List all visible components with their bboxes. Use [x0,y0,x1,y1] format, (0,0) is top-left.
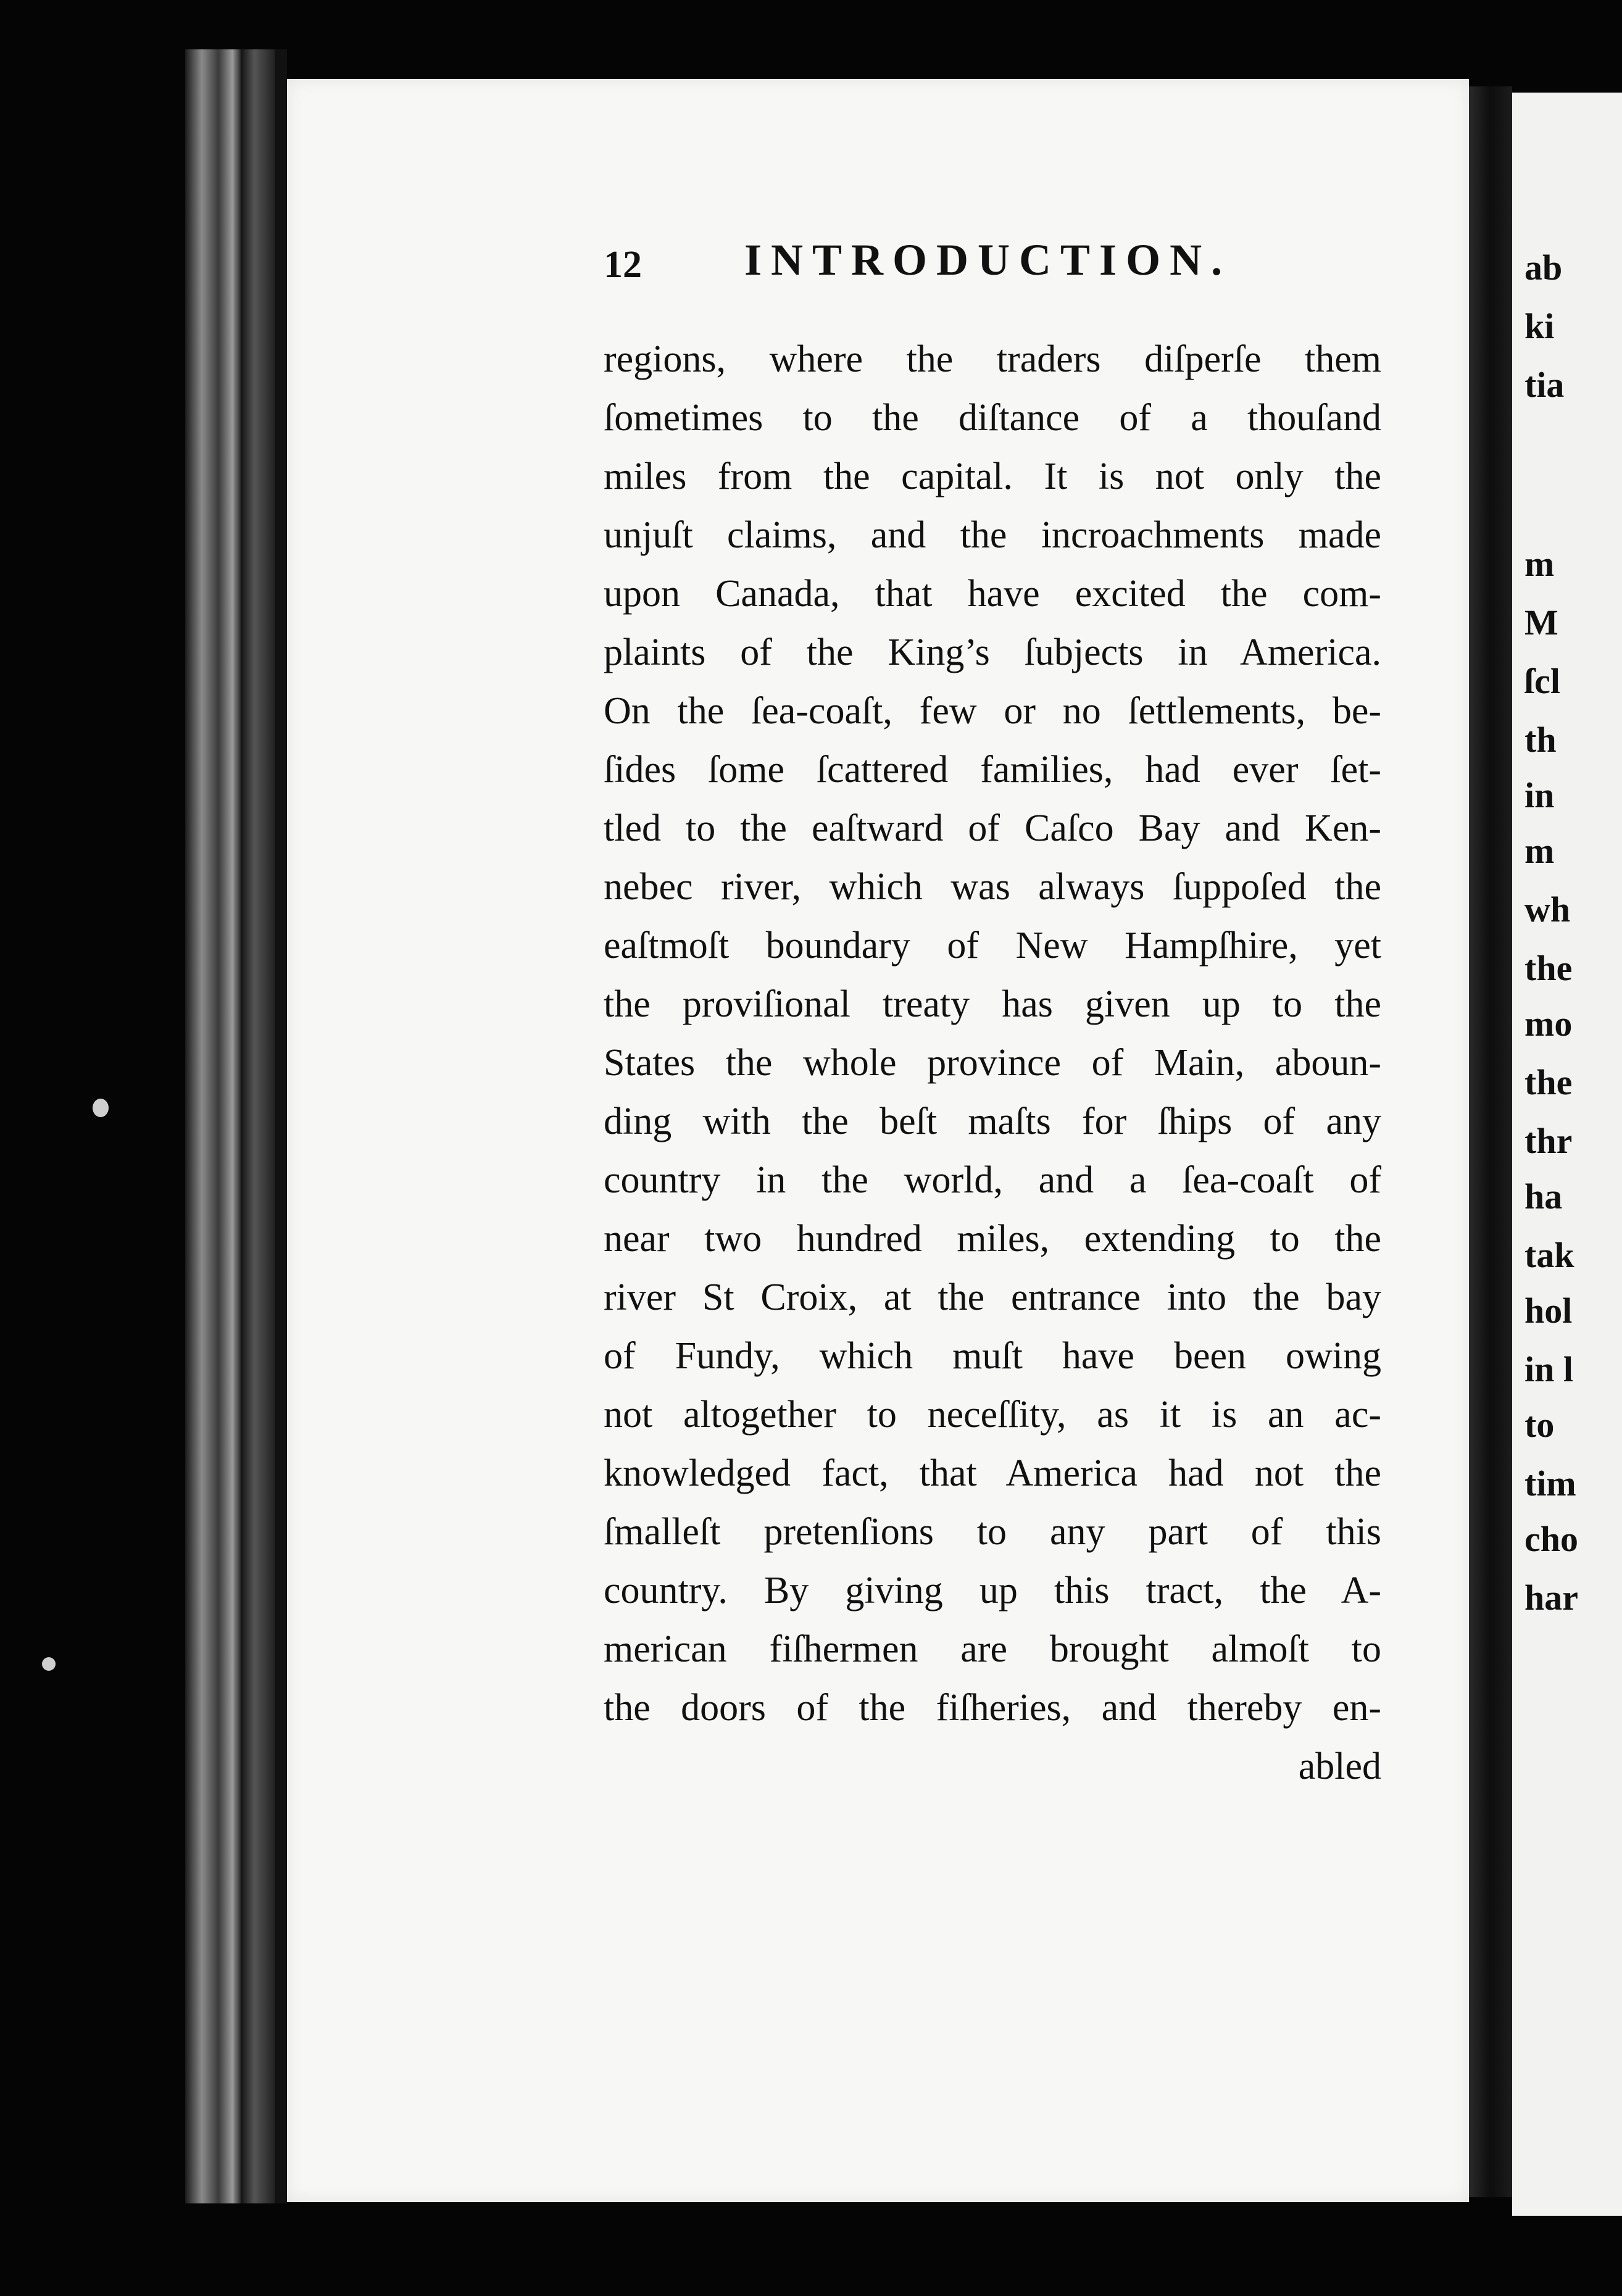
text-line: States the whole province of Main, aboun- [604,1042,1381,1084]
text-line: plaints of the King’s ſubjects in America. [604,631,1381,673]
text-line: near two hundred miles, extending to the [604,1218,1381,1260]
body-text [604,330,1381,1796]
page-edges-inner [241,49,275,2203]
text-line: eaſtmoſt boundary of New Hampſhire, yet [604,925,1381,967]
text-line: ſometimes to the diſtance of a thouſand [604,397,1381,439]
text-line: river St Croix, at the entrance into the bay [604,1276,1381,1318]
facing-text-fragment: har [1524,1578,1578,1618]
text-line: On the ſea-coaſt, few or no ſettlements, be- [604,690,1381,732]
text-line: tled to the eaſtward of Caſco Bay and Ken- [604,807,1381,849]
text-line: of Fundy, which muſt have been owing [604,1335,1381,1377]
facing-text-fragment: in [1524,775,1555,815]
facing-text-fragment: M [1524,602,1558,643]
facing-text-fragment: wh [1524,889,1571,930]
text-line: the proviſional treaty has given up to the [604,983,1381,1025]
text-line: miles from the capital. It is not only the [604,455,1381,497]
text-line: upon Canada, that have excited the com- [604,573,1381,615]
facing-text-fragment: tia [1524,365,1565,405]
text-line: nebec river, which was always ſuppoſed the [604,866,1381,908]
facing-text-fragment: m [1524,831,1555,871]
text-line: the doors of the fiſheries, and thereby en- [604,1687,1381,1729]
text-line: country in the world, and a ſea-coaſt of [604,1159,1381,1201]
facing-text-fragment: ki [1524,306,1555,346]
margin-speck [42,1657,56,1671]
facing-text-fragment: the [1524,1062,1573,1102]
text-line: country. By giving up this tract, the A- [604,1570,1381,1612]
facing-text-fragment: m [1524,544,1555,584]
text-line: not altogether to neceſſity, as it is an ac- [604,1394,1381,1436]
facing-text-fragment: to [1524,1405,1555,1445]
running-head [604,235,1283,290]
text-line: knowledged fact, that America had not the [604,1452,1381,1494]
facing-text-fragment: hol [1524,1291,1573,1331]
facing-text-fragment: tim [1524,1463,1576,1504]
page-number: 12 [604,244,642,286]
facing-text-fragment: th [1524,720,1557,760]
facing-page-fragment [1512,93,1622,2216]
facing-text-fragment: ha [1524,1176,1563,1217]
facing-text-fragment: ſcl [1524,661,1560,701]
facing-text-fragment: thr [1524,1121,1573,1161]
facing-text-fragment: ab [1524,247,1563,288]
page-edge-shadow [275,49,287,2203]
text-line: unjuſt claims, and the incroachments made [604,514,1381,556]
facing-text-fragment: cho [1524,1519,1578,1559]
text-line: regions, where the traders diſperſe them [604,338,1381,380]
margin-speck [93,1099,109,1117]
running-title: INTRODUCTION. [744,235,1232,285]
facing-text-fragment: in l [1524,1349,1573,1389]
text-line: merican fiſhermen are brought almoſt to [604,1628,1381,1670]
facing-text-fragment: mo [1524,1004,1573,1044]
facing-text-fragment: tak [1524,1235,1574,1275]
page-edges-left [185,49,241,2203]
text-line: ding with the beſt maſts for ſhips of any [604,1100,1381,1142]
binding-gutter [1469,86,1512,2197]
facing-text-fragment: the [1524,948,1573,988]
text-line: ſides ſome ſcattered families, had ever ſet- [604,749,1381,791]
text-line: ſmalleſt pretenſions to any part of this [604,1511,1381,1553]
catchword: abled [1298,1745,1381,1787]
